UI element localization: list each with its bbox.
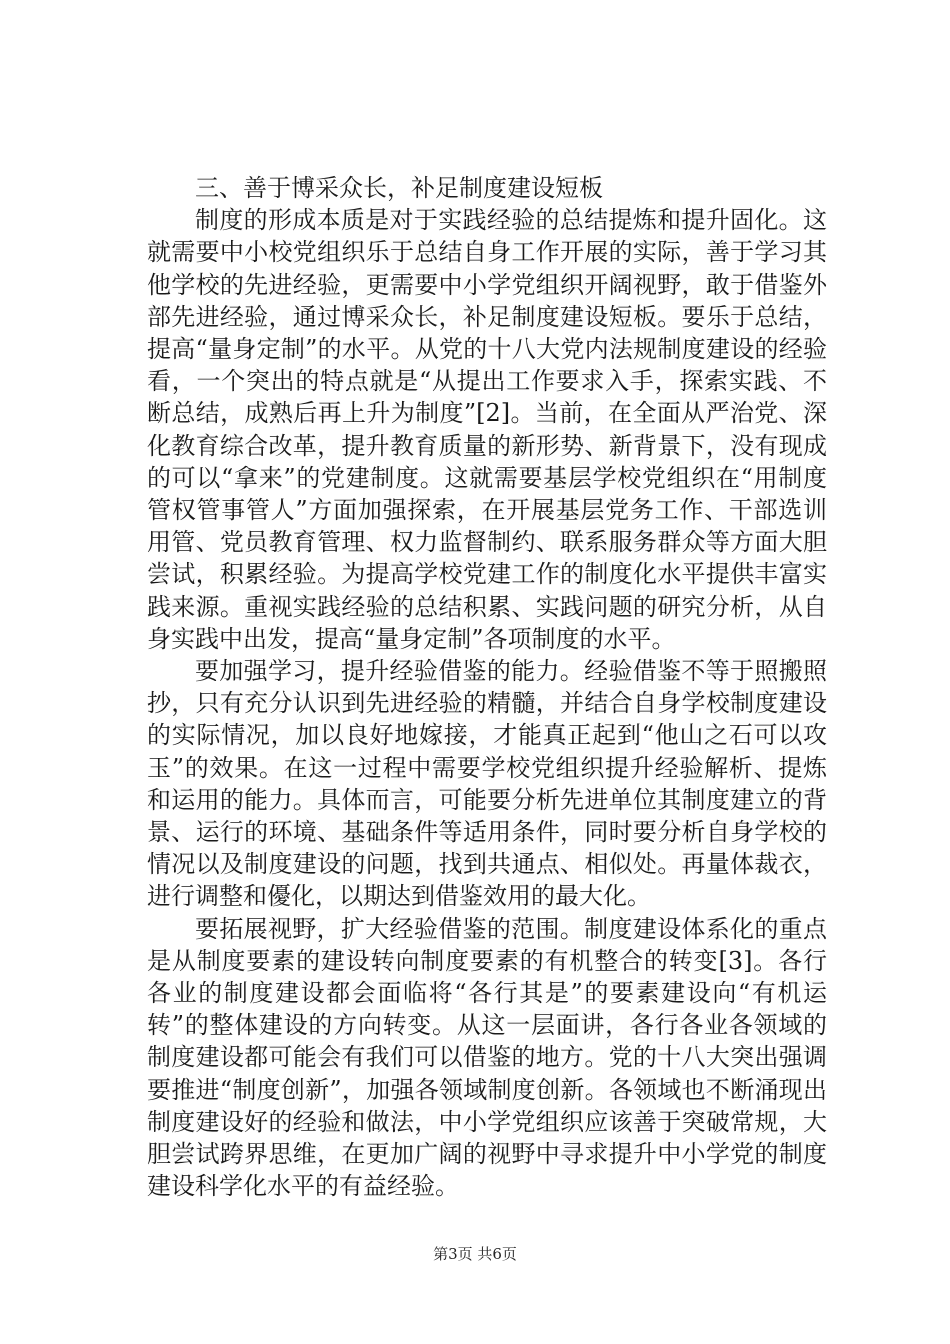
paragraph-2: 要加强学习，提升经验借鉴的能力。经验借鉴不等于照搬照抄，只有充分认识到先进经验的精髓，并结合自身学校制度建设的实际情况，加以良好地嫁接，才能真正起到“他山之石可以攻玉”的效果。在这一过程中需要学校党组织提升经验解析、提炼和运用的能力。具体而言，可能要分析先进单位其制度建立的背景、运行的环境、基础条件等适用条件，同时要分析自身学校的情况以及制度建设的问题，找到共通点、相似处。再量体裁衣，进行调整和優化，以期达到借鉴效用的最大化。 bbox=[147, 657, 827, 911]
page-number: 第3页 共6页 bbox=[433, 1245, 517, 1263]
document-body bbox=[147, 172, 827, 1203]
paragraph-1: 制度的形成本质是对于实践经验的总结提炼和提升固化。这就需要中小校党组织乐于总结自身工作开展的实际，善于学习其他学校的先进经验，更需要中小学党组织开阔视野，敢于借鉴外部先进经验，通过博采众长，补足制度建设短板。要乐于总结，提高“量身定制”的水平。从党的十八大党内法规制度建设的经验看，一个突出的特点就是“从提出工作要求入手，探索实践、不断总结，成熟后再上升为制度”[2]。当前，在全面从严治党、深化教育综合改革，提升教育质量的新形势、新背景下，没有现成的可以“拿来”的党建制度。这就需要基层学校党组织在“用制度管权管事管人”方面加强探索，在开展基层党务工作、干部选训用管、党员教育管理、权力监督制约、联系服务群众等方面大胆尝试，积累经验。为提高学校党建工作的制度化水平提供丰富实践来源。重视实践经验的总结积累、实践问题的研究分析，从自身实践中出发，提高“量身定制”各项制度的水平。 bbox=[147, 206, 827, 653]
paragraph-3: 要拓展视野，扩大经验借鉴的范围。制度建设体系化的重点是从制度要素的建设转向制度要素的有机整合的转变[3]。各行各业的制度建设都会面临将“各行其是”的要素建设向“有机运转”的整体建设的方向转变。从这一层面讲，各行各业各领域的制度建设都可能会有我们可以借鉴的地方。党的十八大突出强调要推进“制度创新”，加强各领域制度创新。各领域也不断涌现出制度建设好的经验和做法，中小学党组织应该善于突破常规，大胆尝试跨界思维，在更加广阔的视野中寻求提升中小学党的制度建设科学化水平的有益经验。 bbox=[147, 914, 827, 1201]
section-heading: 三、善于博采众长，补足制度建设短板 bbox=[195, 174, 603, 202]
page-footer bbox=[0, 1243, 950, 1264]
